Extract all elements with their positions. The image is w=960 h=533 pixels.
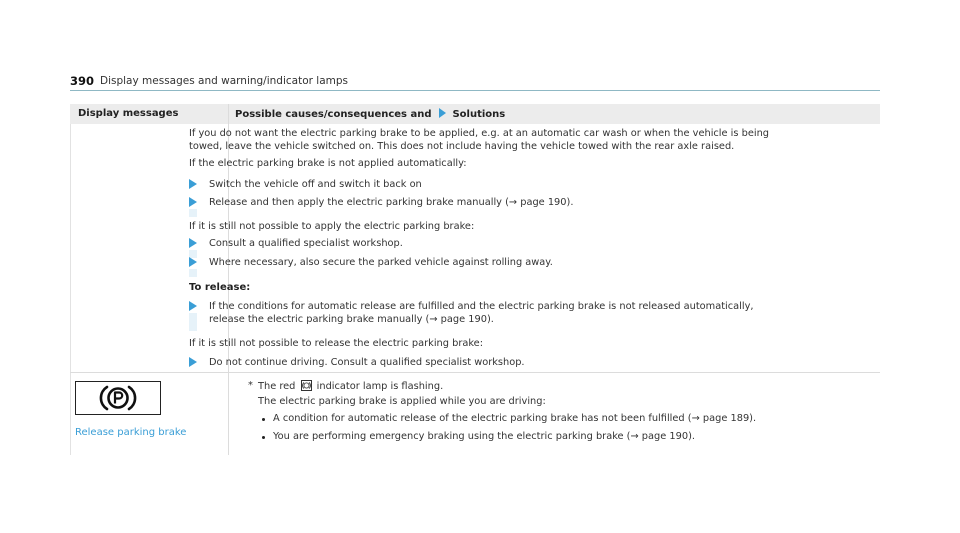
step-text: Do not continue driving. Consult a qualified specialist workshop. [209, 357, 525, 368]
col-header-solutions-label: Solutions [452, 109, 506, 120]
step-text: Consult a qualified specialist workshop. [209, 238, 403, 249]
action-arrow-icon [189, 257, 197, 267]
intro-line-1: If you do not want the electric parking brake to be applied, e.g. at an automatic car wash or when the vehicle is being [189, 128, 770, 139]
parking-brake-icon [76, 382, 160, 413]
row-separator [70, 372, 880, 373]
solutions-arrow-icon [439, 108, 446, 118]
release-parking-brake-label: Release parking brake [75, 427, 187, 438]
asterisk-marker: * [248, 380, 253, 391]
action-arrow-icon [189, 301, 197, 311]
col-header-causes [235, 108, 505, 120]
parking-brake-indicator-icon [301, 380, 312, 391]
col-header-display-messages: Display messages [78, 108, 179, 119]
still-not-apply-text: If it is still not possible to apply the electric parking brake: [189, 221, 475, 232]
step-text: Switch the vehicle off and switch it back on [209, 179, 422, 190]
bullet-dot [262, 436, 265, 439]
step-text-line-2: release the electric parking brake manually (→ page 190). [209, 314, 494, 325]
bullet-condition-not-fulfilled: A condition for automatic release of the electric parking brake has not been fulfilled (→ page 189). [273, 413, 757, 424]
action-arrow-icon [189, 238, 197, 248]
action-arrow-icon [189, 179, 197, 189]
page-header [70, 74, 880, 91]
step-text: Release and then apply the electric parking brake manually (→ page 190). [209, 197, 574, 208]
column-divider [228, 104, 229, 455]
display-messages-table [70, 104, 880, 124]
lamp-flashing-text [258, 380, 443, 393]
parking-brake-display-box [75, 381, 161, 415]
step-text: Where necessary, also secure the parked vehicle against rolling away. [209, 257, 553, 268]
col-header-causes-label: Possible causes/consequences and [235, 109, 432, 120]
to-release-heading: To release: [189, 282, 251, 293]
not-applied-text: If the electric parking brake is not applied automatically: [189, 158, 467, 169]
lamp-text-pre: The red [258, 381, 296, 392]
applied-while-driving-text: The electric parking brake is applied while you are driving: [258, 396, 546, 407]
intro-line-2: towed, leave the vehicle switched on. This does not include having the vehicle towed with the rear axle raised. [189, 141, 735, 152]
step-text-line-1: If the conditions for automatic release are fulfilled and the electric parking brake is not released automatically, [209, 301, 754, 312]
lamp-text-post: indicator lamp is flashing. [316, 381, 444, 392]
action-arrow-icon [189, 357, 197, 367]
bullet-emergency-braking: You are performing emergency braking using the electric parking brake (→ page 190). [273, 431, 696, 442]
page-number: 390 [70, 74, 95, 88]
action-arrow-icon [189, 197, 197, 207]
still-not-release-text: If it is still not possible to release the electric parking brake: [189, 338, 484, 349]
table-header [70, 104, 880, 124]
bullet-dot [262, 418, 265, 421]
table-left-border [70, 124, 71, 455]
page-title: Display messages and warning/indicator lamps [100, 75, 348, 87]
